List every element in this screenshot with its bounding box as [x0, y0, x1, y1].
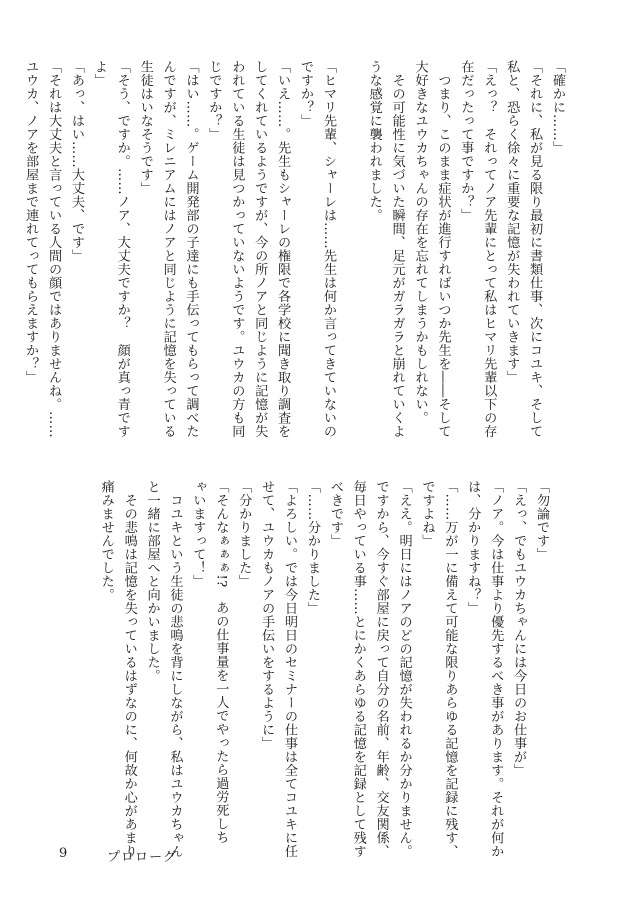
text-line: ゃいますって！」 — [190, 480, 206, 588]
text-line: ですよね」 — [419, 480, 435, 548]
text-line: ですから、今すぐ部屋に戻って自分の名前、年齢、交友関係、 — [373, 480, 389, 858]
text-line: と一緒に部屋へと向かいました。 — [144, 480, 160, 683]
text-line: んですが、ミレニアムにはノアと同じように記憶を失っている — [160, 60, 176, 438]
text-line: 「よろしい。では今日明日のセミナーの仕事は全てコユキに任 — [282, 480, 298, 858]
text-line: 毎日やっている事……とにかくあらゆる記憶を記録として残す — [350, 480, 366, 858]
running-title: プロローグ — [107, 850, 178, 865]
text-line: ユウカ、ノアを部屋まで連れてってもらえますか？」 — [23, 60, 39, 384]
text-line: は、分かりますね？」 — [465, 480, 481, 615]
text-line: 「ええ。明日にはノアのどの記憶が失われるか分かりません。 — [396, 480, 412, 858]
text-line: つまり、このまま症状が進行すればいつか先生を――そして — [435, 60, 451, 438]
text-line: その可能性に気づいた瞬間、足元がガラガラと崩れていくよ — [389, 60, 405, 438]
text-line: 「……分かりました」 — [304, 480, 320, 615]
text-line: われている生徒は見つかっていないようです。ユウカの方も同 — [229, 60, 245, 438]
upper-text-block — [18, 60, 568, 438]
text-line: その悲鳴は記憶を失っているはずなのに、何故か心があまり — [121, 480, 137, 858]
text-line: コユキという生徒の悲鳴を背にしながら、私はユウカちゃん — [167, 480, 183, 858]
text-line: べきです」 — [327, 480, 343, 548]
text-line: 「はい……。ゲーム開発部の子達にも手伝ってもらって調べた — [183, 60, 199, 438]
text-line: 大好きなユウカちゃんの存在を忘れてしまうかもしれない。 — [412, 60, 428, 425]
text-line: 「いえ……。先生もシャーレの権限で各学校に聞き取り調査を — [275, 60, 291, 438]
text-line: 「確かに……」 — [550, 60, 565, 155]
text-line: してくれているようですが、今の所ノアと同じように記憶が失 — [252, 60, 268, 438]
text-line: 「そう、ですか。……ノア、大丈夫ですか？ 顔が真っ青です — [114, 60, 130, 438]
text-line: 私と、恐らく徐々に重要な記憶が失われていきます」 — [504, 60, 520, 384]
text-line: 「あっ、はい……大丈夫、です」 — [68, 60, 84, 263]
text-line: 「えっ、でもユウカちゃんには今日のお仕事が」 — [511, 480, 527, 777]
text-line — [339, 60, 362, 400]
text-line: 生徒はいなそうです」 — [137, 60, 153, 195]
text-line: よ」 — [91, 60, 107, 87]
page-number: 9 — [59, 846, 68, 861]
text-line: 「ヒマリ先輩、シャーレは……先生は何か言ってきていないの — [320, 60, 336, 438]
text-line: 在だったって事ですか？」 — [458, 60, 474, 222]
text-line: じですか？」 — [206, 60, 222, 141]
text-line: せて、ユウカもノアの手伝いをするように」 — [259, 480, 275, 750]
text-line: うな感覚に襲われました。 — [366, 60, 382, 222]
text-line: 「それに、私が見る限り最初に書類仕事、次にコユキ、そして — [527, 60, 543, 438]
text-line: ですか？」 — [298, 60, 314, 128]
text-line: 「……万が一に備えて可能な限りあらゆる記憶を記録に残す、 — [442, 480, 458, 858]
text-line: 「ノア。今は仕事より優先するべき事があります。それが何か — [488, 480, 504, 858]
text-line: 痛みませんでした。 — [98, 480, 114, 602]
text-line: 「そんなぁぁぁ!? あの仕事量を一人でやったら過労死しち — [213, 480, 229, 844]
text-line: 「それは大丈夫と言っている人間の顔ではありませんね。…… — [46, 60, 62, 438]
text-line: 「えっ？ それってノア先輩にとって私はヒマリ先輩以下の存 — [481, 60, 497, 438]
text-line: 「分かりました」 — [236, 480, 252, 588]
text-line: 「勿論です」 — [534, 480, 549, 561]
